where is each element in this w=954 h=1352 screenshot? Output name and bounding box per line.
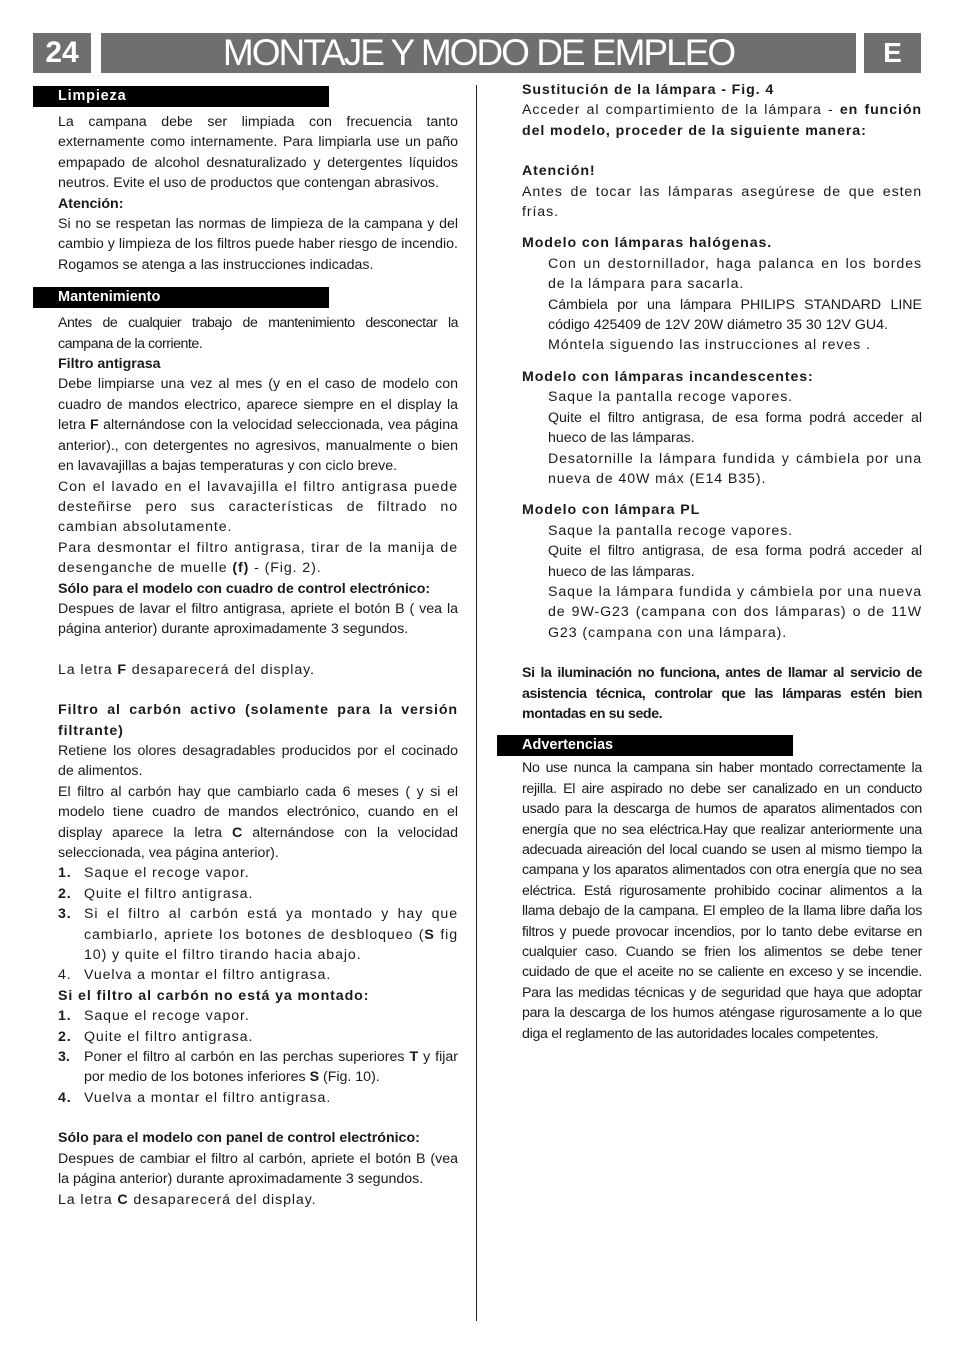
halogenas-step: Con un destornillador, haga palanca en los bordes de la lámpara para sacarla. bbox=[548, 255, 922, 293]
list-item: 4. Vuelva a montar el filtro antigrasa. bbox=[58, 967, 332, 984]
incandescentes-step: Saque la pantalla recoge vapores. bbox=[548, 389, 794, 406]
section-heading-mantenimiento: Mantenimiento bbox=[33, 287, 329, 308]
boton-b-carbon-text: Despues de cambiar el filtro al carbón, apriete el botón B (vea la página anterior) durante aproximadamente 3 segundos. bbox=[58, 1150, 458, 1188]
iluminacion-note: Si la iluminación no funciona, antes de llamar al servicio de asistencia técnica, controlar que las lámparas estén bien montadas en su sede. bbox=[522, 665, 922, 722]
lampara-title: Sustitución de la lámpara - Fig. 4 bbox=[522, 82, 775, 98]
column-divider bbox=[476, 85, 477, 1321]
list-item: 4. Vuelva a montar el filtro antigrasa. bbox=[58, 1089, 332, 1106]
right-column bbox=[522, 80, 922, 1044]
letra-f-text: La letra F desaparecerá del display. bbox=[58, 661, 315, 678]
incandescentes-step: Desatornille la lámpara fundida y cámbiela por una nueva de 40W máx (E14 B35). bbox=[548, 450, 922, 487]
list-item: 3. Si el filtro al carbón está ya montado y hay que cambiarlo, apriete los botones de desbloqueo (S fig 10) y quite el filtro tirando hacia abajo. bbox=[58, 906, 458, 964]
limpieza-text: La campana debe ser limpiada con frecuencia tanto externamente como internamente. Para limpiarla use un paño empapado de alcohol desnaturalizado y detergentes líquidos neutros. Evite el uso de productos que contengan abrasivos. bbox=[58, 114, 458, 192]
halogenas-step: Móntela siguendo las instrucciones al reves . bbox=[548, 337, 871, 354]
list-item: 1. Saque el recoge vapor. bbox=[58, 865, 250, 882]
pl-step: Saque la lámpara fundida y cámbiela por una nueva de 9W-G23 (campana con dos lámparas) o de 11W G23 (campana con una lámpara). bbox=[548, 583, 922, 641]
atencion-label: Atención! bbox=[522, 163, 596, 180]
lampara-text: Acceder al compartimiento de la lámpara - en función del modelo, proceder de la siguiente manera: bbox=[522, 102, 922, 139]
carbon-cambio-text: El filtro al carbón hay que cambiarlo cada 6 meses ( y si el modelo tiene cuadro de mandos electrónico, cuando en el display aparece la letra C alternándose con la velocidad seleccionada, vea página anterior). bbox=[58, 783, 458, 861]
language-tag: E bbox=[864, 33, 921, 73]
list-item: 3. Poner el filtro al carbón en las perchas superiores T y fijar por medio de los botones inferiores S (Fig. 10). bbox=[58, 1049, 458, 1086]
list-item: 1. Saque el recoge vapor. bbox=[58, 1008, 250, 1025]
panel-electronico-note: Sólo para el modelo con panel de control electrónico: bbox=[58, 1130, 420, 1147]
no-montado-title: Si el filtro al carbón no está ya montado: bbox=[58, 987, 370, 1004]
atencion-text: Antes de tocar las lámparas asegúrese de que esten frías. bbox=[522, 183, 922, 221]
carbon-title: Filtro al carbón activo (solamente para la versión filtrante) bbox=[58, 702, 458, 739]
page-title: MONTAJE Y MODO DE EMPLEO bbox=[101, 33, 856, 73]
pl-step: Quite el filtro antigrasa, de esa forma podrá acceder al hueco de las lámparas. bbox=[548, 543, 922, 580]
section-heading-limpieza: Limpieza bbox=[33, 86, 329, 107]
incandescentes-title: Modelo con lámparas incandescentes: bbox=[522, 368, 814, 385]
list-item: 2. Quite el filtro antigrasa. bbox=[58, 1028, 254, 1045]
desmontar-text: Para desmontar el filtro antigrasa, tirar de la manija de desenganche de muelle (f) - (Fig. 2). bbox=[58, 539, 458, 577]
filtro-antigrasa-title: Filtro antigrasa bbox=[58, 356, 161, 373]
letra-c-text: La letra C desaparecerá del display. bbox=[58, 1191, 317, 1208]
boton-b-text: Despues de lavar el filtro antigrasa, apriete el botón B ( vea la página anterior) durante aproximadamente 3 segundos. bbox=[58, 600, 458, 638]
filtro-antigrasa-text: Debe limpiarse una vez al mes (y en el caso de modelo con cuadro de mandos electrico, aparece siempre en el display la letra F alternándose con la velocidad seleccionada, vea página anterior)., con detergentes no agresivos, manualmente o bien en lavavajillas a bajas temperaturas y con ciclo breve. bbox=[58, 376, 458, 475]
limpieza-warning: Si no se respetan las normas de limpieza de la campana y del cambio y limpieza de los filtros puede haber riesgo de incendio. Rogamos se atenga a las instrucciones indicadas. bbox=[58, 216, 458, 273]
modelo-electronico-note: Sólo para el modelo con cuadro de control electrónico: bbox=[58, 580, 431, 597]
pl-step: Saque la pantalla recoge vapores. bbox=[548, 522, 794, 539]
halogenas-title: Modelo con lámparas halógenas. bbox=[522, 235, 773, 252]
advertencias-text: No use nunca la campana sin haber montado correctamente la rejilla. El aire aspirado no debe ser canalizado en un conducto usado para la descarga de humos de aparatos alimentados con energía que no sea eléctrica.Hay que realizar anteriormente una adecuada aireación del local cuando se usen al mismo tiempo la campana y los aparatos alimentados con otra energía que no sea eléctrica. Está rigurosamente prohibido cocinar alimentos a la llama debajo de la campana. El empleo de la llama libre daña los filtros y puede provocar incendios, por lo tanto debe evitarse en cualquier caso. Cuando se frien los alimentos se debe tener cuidado de que el aceite no se caliente en exceso y se incendie. Para las medidas técnicas y de seguridad que haya que adoptar para la descarga de los humos aténgase rigurosamente a lo que diga el reglamento de las autoridades locales competentes. bbox=[522, 760, 922, 1042]
atencion-label: Atención: bbox=[58, 195, 124, 212]
halogenas-step: Cámbiela por una lámpara PHILIPS STANDARD LINE código 425409 de 12V 20W diámetro 35 30 12V GU4. bbox=[548, 296, 922, 334]
left-column bbox=[58, 86, 458, 1210]
list-item: 2. Quite el filtro antigrasa. bbox=[58, 885, 254, 902]
mantenimiento-text: Antes de cualquier trabajo de mantenimiento desconectar la campana de la corriente. bbox=[58, 315, 458, 352]
pl-title: Modelo con lámpara PL bbox=[522, 502, 701, 519]
carbon-text: Retiene los olores desagradables producidos por el cocinado de alimentos. bbox=[58, 742, 458, 780]
incandescentes-step: Quite el filtro antigrasa, de esa forma podrá acceder al hueco de las lámparas. bbox=[548, 409, 922, 447]
section-heading-advertencias: Advertencias bbox=[497, 735, 793, 756]
lavado-text: Con el lavado en el lavavajilla el filtro antigrasa puede desteñirse pero sus características de filtrado no cambian absolutamente. bbox=[58, 478, 458, 536]
page-number: 24 bbox=[33, 33, 91, 73]
